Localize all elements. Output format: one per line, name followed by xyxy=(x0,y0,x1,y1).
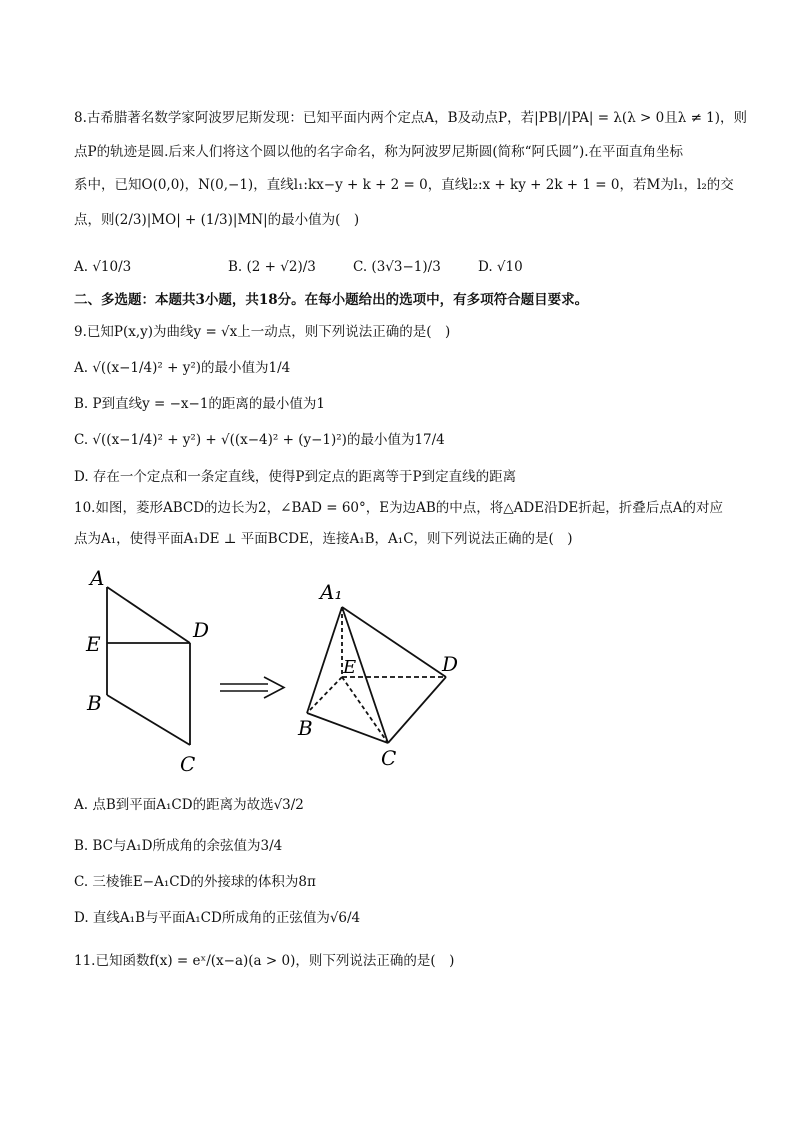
q8-option-c: C. (3√3−1)/3 xyxy=(353,259,441,275)
q8-line-4: 点，则(2/3)|MO| + (1/3)|MN|的最小值为( ) xyxy=(74,212,360,228)
label-left-c: C xyxy=(180,752,196,776)
label-left-a: A xyxy=(90,566,105,590)
q10-option-b: B. BC与A₁D所成角的余弦值为3/4 xyxy=(74,838,283,854)
label-left-e: E xyxy=(86,632,101,656)
folded-pyramid-figure xyxy=(307,607,446,743)
q11-stem: 11.已知函数f(x) = eˣ/(x−a)(a > 0)，则下列说法正确的是( ) xyxy=(74,953,455,969)
q9-option-a: A. √((x−1/4)² + y²)的最小值为1/4 xyxy=(74,360,291,376)
label-right-e: E xyxy=(343,657,357,678)
q8-line-3: 系中，已知O(0,0)，N(0,−1)，直线l₁:kx−y + k + 2 = 0，直线l₂:x + ky + 2k + 1 = 0，若M为l₁，l₂的交 xyxy=(74,177,734,193)
q8-option-d: D. √10 xyxy=(478,259,523,275)
q9-stem: 9.已知P(x,y)为曲线y = √x上一动点，则下列说法正确的是( ) xyxy=(74,324,451,340)
q9-option-b: B. P到直线y = −x−1的距离的最小值为1 xyxy=(74,396,326,412)
q9-option-c: C. √((x−1/4)² + y²) + √((x−4)² + (y−1)²)的最小值为17/4 xyxy=(74,432,445,448)
q10-option-d: D. 直线A₁B与平面A₁CD所成角的正弦值为√6/4 xyxy=(74,910,361,926)
q8-option-b: B. (2 + √2)/3 xyxy=(228,259,316,275)
q8-option-a: A. √10/3 xyxy=(74,259,132,275)
q10-line-2: 点为A₁，使得平面A₁DE ⊥ 平面BCDE，连接A₁B，A₁C，则下列说法正确的是( ) xyxy=(74,531,573,547)
label-right-b: B xyxy=(298,716,313,740)
q8-line-1: 8.古希腊著名数学家阿波罗尼斯发现：已知平面内两个定点A，B及动点P，若|PB|/|PA| = λ(λ > 0且λ ≠ 1)，则 xyxy=(74,110,748,126)
q10-option-a: A. 点B到平面A₁CD的距离为故选√3/2 xyxy=(74,797,304,813)
q8-line-2: 点P的轨迹是圆.后来人们将这个圆以他的名字命名，称为阿波罗尼斯圆(简称“阿氏圆”).在平面直角坐标 xyxy=(74,144,684,160)
label-left-d: D xyxy=(193,618,210,642)
rhombus-figure xyxy=(107,587,190,745)
q10-figure xyxy=(80,565,480,780)
label-right-d: D xyxy=(442,652,459,676)
label-right-c: C xyxy=(381,746,397,770)
label-left-b: B xyxy=(87,691,102,715)
q9-option-d: D. 存在一个定点和一条定直线，使得P到定点的距离等于P到定直线的距离 xyxy=(74,469,517,485)
label-right-a1: A₁ xyxy=(320,580,343,604)
q10-line-1: 10.如图，菱形ABCD的边长为2，∠BAD = 60°，E为边AB的中点，将△ADE沿DE折起，折叠后点A的对应 xyxy=(74,500,724,516)
section-heading-multiple-choice: 二、多选题：本题共3小题，共18分。在每小题给出的选项中，有多项符合题目要求。 xyxy=(74,292,589,308)
q10-option-c: C. 三棱锥E−A₁CD的外接球的体积为8π xyxy=(74,874,316,890)
arrow-icon xyxy=(220,677,284,698)
